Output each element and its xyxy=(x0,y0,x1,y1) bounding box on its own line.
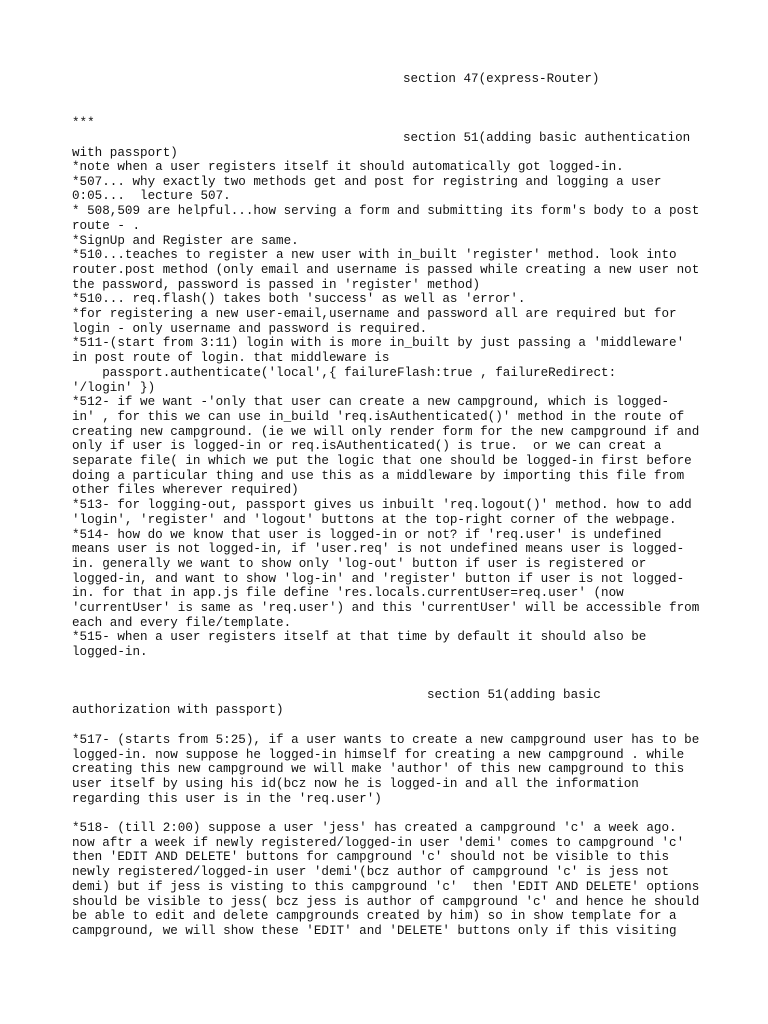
auth-note-line: creating new campground. (ie we will only render form for the new campground if and xyxy=(72,424,700,439)
auth-note-line: *513- for logging-out, passport gives us inbuilt 'req.logout()' method. how to add xyxy=(72,498,692,513)
auth-note-line: * 508,509 are helpful...how serving a form and submitting its form's body to a post xyxy=(72,204,700,219)
auth-note-line: each and every file/template. xyxy=(72,615,292,630)
auth-note-line: doing a particular thing and use this as a middleware by importing this file from xyxy=(72,468,685,483)
auth-note-line: separate file( in which we put the logic that one should be logged-in first before xyxy=(72,454,692,468)
para517-line: creating this new campground we will make 'author' of this new campground to this xyxy=(72,762,685,777)
auth-note-line: *515- when a user registers itself at that time by default it should also be xyxy=(72,630,647,645)
auth-note-line: *SignUp and Register are same. xyxy=(72,233,299,248)
auth-note-line: other files wherever required) xyxy=(72,483,299,498)
auth-note-line: router.post method (only email and username is passed while creating a new user not xyxy=(72,262,700,277)
auth-note-line: means user is not logged-in, if 'user.req' is not undefined means user is logged- xyxy=(72,542,685,557)
auth-note-line: 'login', 'register' and 'logout' buttons at the top-right corner of the webpage. xyxy=(72,512,677,527)
auth-note-line: '/login' }) xyxy=(72,380,156,395)
para517-line: regarding this user is in the 'req.user') xyxy=(72,791,382,806)
para518-line: be able to edit and delete campgrounds created by him) so in show template for a xyxy=(72,909,677,924)
auth-note-line: in post route of login. that middleware is xyxy=(72,351,390,366)
auth-note-line: *510...teaches to register a new user with in_built 'register' method. look into xyxy=(72,248,677,263)
auth-note-line: the password, password is passed in 'register' method) xyxy=(72,277,481,292)
para517-line: *517- (starts from 5:25), if a user wants to create a new campground user has to be xyxy=(72,733,700,747)
auth-note-line: only if user is logged-in or req.isAuthenticated() is true. or we can creat a xyxy=(72,439,662,454)
auth-note-line: *514- how do we know that user is logged-in or not? if 'req.user' is undefined xyxy=(72,527,662,542)
separator-stars: *** xyxy=(72,116,95,130)
auth-note-line: *512- if we want -'only that user can create a new campground, which is logged- xyxy=(72,395,670,410)
para517-line: user itself by using his id(bcz now he is logged-in and all the information xyxy=(72,777,639,792)
section47-heading: section 47(express-Router) xyxy=(403,72,600,86)
auth-note-line: login - only username and password is required. xyxy=(72,321,428,336)
auth-note-line: passport.authenticate('local',{ failureFlash:true , failureRedirect: xyxy=(72,365,617,380)
para518-line: now aftr a week if newly registered/logged-in user 'demi' comes to campground 'c' xyxy=(72,835,685,850)
auth-note-line: logged-in, and want to show 'log-in' and 'register' button if user is not logged- xyxy=(72,571,685,586)
auth-note-line: in' , for this we can use in_build 'req.isAuthenticated()' method in the route of xyxy=(72,409,685,424)
auth-note-line: in. for that in app.js file define 'res.locals.currentUser=req.user' (now xyxy=(72,586,624,601)
section51-auth-heading-part1: section 51(adding basic authentication xyxy=(403,131,691,145)
auth-note-line: 0:05... lecture 507. xyxy=(72,189,231,204)
para518-line: should be visible to jess( bcz jess is author of campground 'c' and hence he should xyxy=(72,894,700,909)
auth-note-line: *507... why exactly two methods get and post for registring and logging a user xyxy=(72,174,662,189)
para518-line: then 'EDIT AND DELETE' buttons for campground 'c' should not be visible to this xyxy=(72,850,670,865)
para518-line: demi) but if jess is visting to this campground 'c' then 'EDIT AND DELETE' options xyxy=(72,879,700,894)
auth-note-line: *note when a user registers itself it should automatically got logged-in. xyxy=(72,160,624,174)
auth-note-line: *511-(start from 3:11) login with is more in_built by just passing a 'middleware' xyxy=(72,336,685,351)
section51-authz-heading-part2: authorization with passport) xyxy=(72,703,284,717)
para518-line: campground, we will show these 'EDIT' and 'DELETE' buttons only if this visiting xyxy=(72,923,677,938)
section51-authz-heading-part1: section 51(adding basic xyxy=(427,688,601,702)
auth-note-line: logged-in. xyxy=(72,645,148,660)
auth-note-line: 'currentUser' is same as 'req.user') and this 'currentUser' will be accessible from xyxy=(72,601,700,615)
section51-auth-heading-part2: with passport) xyxy=(72,146,178,160)
para518-line: *518- (till 2:00) suppose a user 'jess' has created a campground 'c' a week ago. xyxy=(72,821,677,835)
auth-note-line: *for registering a new user-email,username and password all are required but for xyxy=(72,307,677,321)
para518-line: newly registered/logged-in user 'demi'(bcz author of campground 'c' is jess not xyxy=(72,865,670,880)
para517-line: logged-in. now suppose he logged-in himself for creating a new campground . while xyxy=(72,747,685,762)
auth-note-line: route - . xyxy=(72,218,141,233)
auth-note-line: *510... req.flash() takes both 'success' as well as 'error'. xyxy=(72,292,526,307)
auth-note-line: in. generally we want to show only 'log-out' button if user is registered or xyxy=(72,556,647,571)
